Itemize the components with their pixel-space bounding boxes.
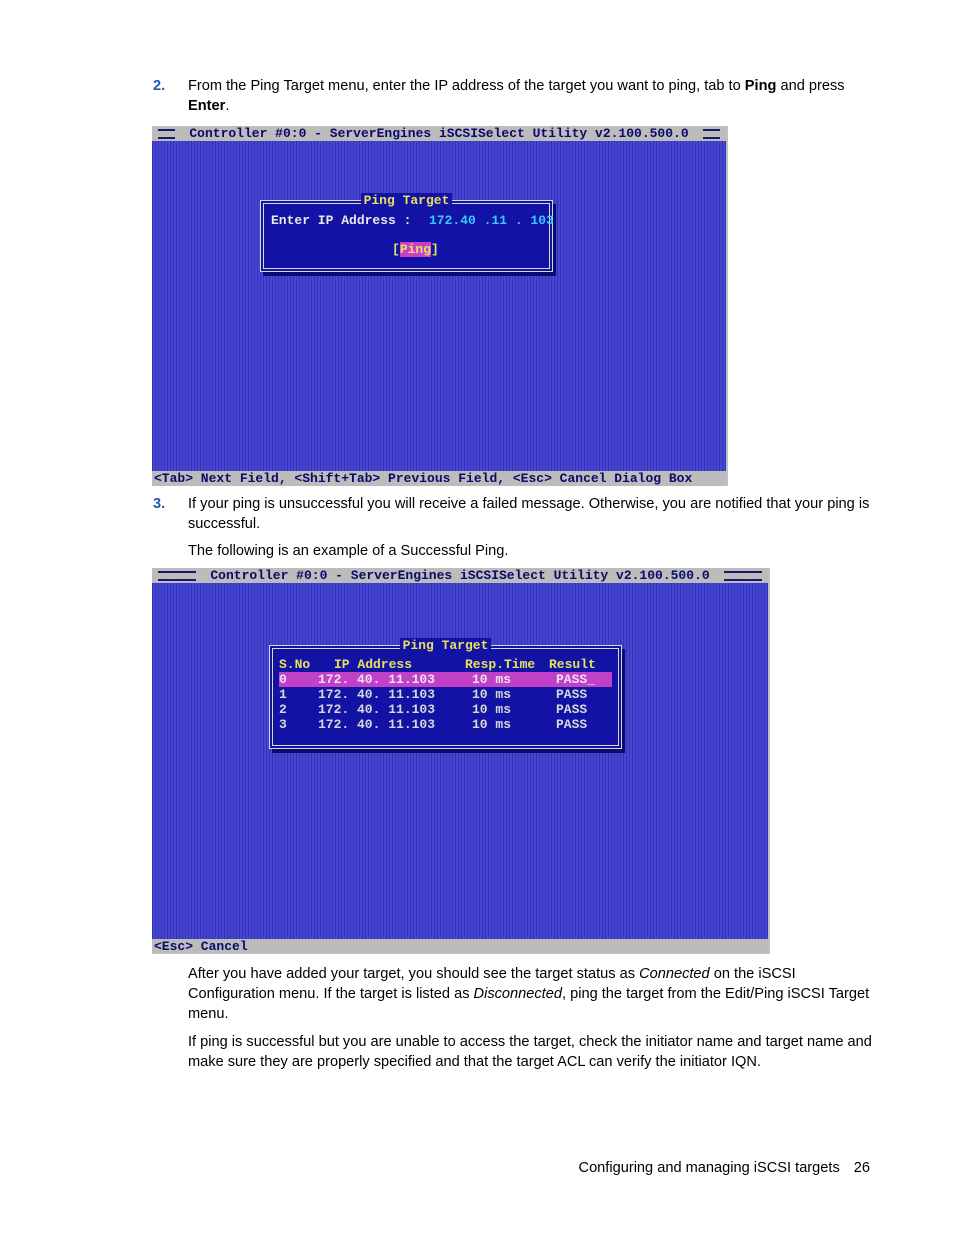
connected-term: Connected	[639, 966, 710, 982]
title-rule	[703, 129, 720, 139]
header-result: Result	[549, 657, 596, 672]
status-paragraph	[188, 964, 878, 1024]
header-ip-address: IP Address	[334, 657, 413, 672]
screen-title-bar	[152, 568, 768, 583]
ping-results-dialog	[269, 638, 622, 749]
para-text: After you have added your target, you should see the target status as	[188, 966, 640, 982]
screen-title-bar	[152, 126, 726, 141]
step-text	[188, 76, 878, 116]
ip-address-label: Enter IP Address :	[271, 213, 412, 228]
ping-success-screenshot	[152, 568, 770, 954]
row-sno: 3	[279, 717, 287, 732]
title-rule	[158, 571, 196, 581]
table-row[interactable]	[279, 672, 612, 687]
footer-section: Configuring and managing iSCSI targets	[578, 1160, 840, 1176]
title-rule	[724, 571, 762, 581]
row-result: PASS	[556, 687, 588, 702]
step-text: If your ping is unsuccessful you will receive a failed message. Otherwise, you are notified that your ping is successful.	[188, 496, 870, 532]
ping-target-input-screenshot	[152, 126, 728, 486]
step-number: 3.	[153, 496, 166, 512]
dialog-title: Ping Target	[273, 638, 618, 653]
page-footer	[579, 1158, 870, 1178]
enter-term: Enter	[188, 98, 226, 114]
step-text-part: .	[225, 98, 230, 114]
ping-target-dialog	[260, 193, 554, 272]
row-sno: 0	[279, 672, 287, 687]
row-sno: 1	[279, 687, 287, 702]
row-time: 10 ms	[472, 702, 512, 717]
row-time: 10 ms	[472, 717, 512, 732]
row-sno: 2	[279, 702, 287, 717]
table-row[interactable]	[279, 687, 612, 702]
screen-status-bar: <Esc> Cancel	[152, 939, 768, 954]
page-number: 26	[853, 1160, 870, 1176]
table-row[interactable]	[279, 717, 612, 732]
table-row[interactable]	[279, 702, 612, 717]
troubleshoot-paragraph: If ping is successful but you are unable to access the target, check the initiator name and target name and make sure they are properly specified and that the target ACL can verify the initiator IQN.	[188, 1034, 872, 1070]
row-result: PASS	[556, 717, 588, 732]
row-result: PASS_	[556, 672, 596, 687]
ping-button[interactable]: [Ping]	[392, 242, 439, 257]
step-text-part: From the Ping Target menu, enter the IP address of the target you want to ping, tab to	[188, 78, 745, 94]
row-time: 10 ms	[472, 672, 512, 687]
screen-title: Controller #0:0 - ServerEngines iSCSISelect Utility v2.100.500.0	[189, 126, 689, 141]
row-ip: 172. 40. 11.103	[318, 687, 436, 702]
disconnected-term: Disconnected	[473, 986, 562, 1002]
ping-term: Ping	[744, 78, 777, 94]
step-text-part: and press	[776, 78, 845, 94]
results-header	[279, 657, 612, 672]
para-text: , ping the target from the Edit/Ping iSCSI Target menu.	[188, 986, 870, 1022]
para-text: on the iSCSI Configuration menu. If the target is listed as	[188, 966, 796, 1002]
screen-status-bar: <Tab> Next Field, <Shift+Tab> Previous Field, <Esc> Cancel Dialog Box	[152, 471, 726, 486]
screen-title: Controller #0:0 - ServerEngines iSCSISelect Utility v2.100.500.0	[210, 568, 710, 583]
dialog-title: Ping Target	[264, 193, 549, 208]
header-sno: S.No	[279, 657, 311, 672]
row-ip: 172. 40. 11.103	[318, 702, 436, 717]
title-rule	[158, 129, 175, 139]
step-number: 2.	[153, 78, 166, 94]
row-time: 10 ms	[472, 687, 512, 702]
example-intro: The following is an example of a Successful Ping.	[188, 543, 509, 559]
row-ip: 172. 40. 11.103	[318, 717, 436, 732]
row-result: PASS	[556, 702, 588, 717]
row-ip: 172. 40. 11.103	[318, 672, 436, 687]
ip-address-input[interactable]: 172.40 .11 . 103	[429, 213, 554, 228]
header-resp-time: Resp.Time	[465, 657, 536, 672]
